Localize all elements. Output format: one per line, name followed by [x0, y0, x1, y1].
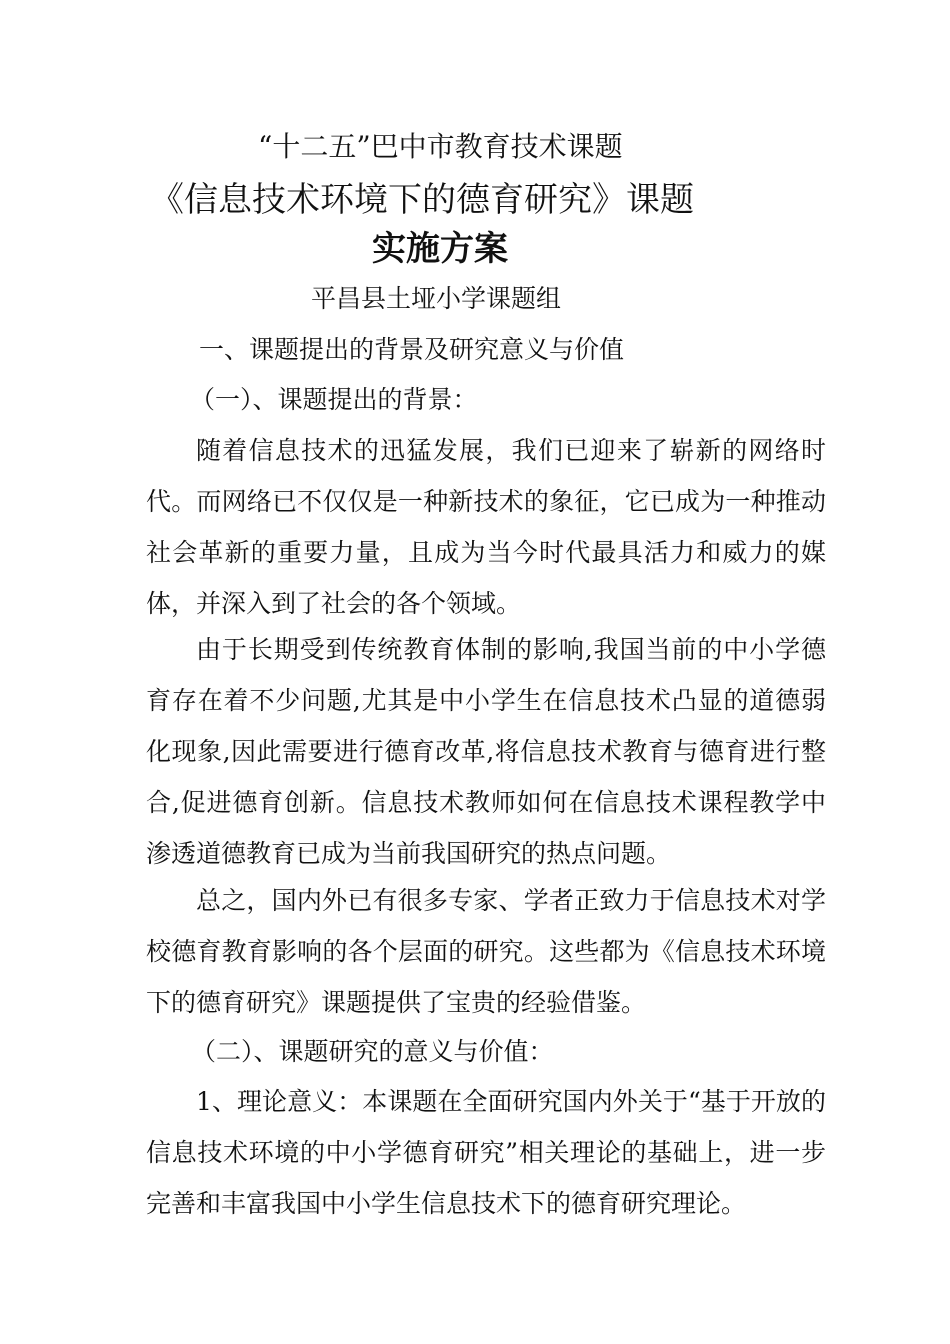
title-line-3: 实施方案: [372, 229, 508, 269]
subsection-heading-2: （二）、课题研究的意义与价值：: [191, 1037, 554, 1066]
title-line-1: “十二五”巴中市教育技术课题: [258, 130, 623, 163]
organization-label: 平昌县土垭小学课题组: [311, 284, 562, 313]
paragraph-background-2: 由于长期受到传统教育体制的影响,我国当前的中小学德育存在着不少问题,尤其是中小学生在信息技术凸显的道德弱化现象,因此需要进行德育改革,将信息技术教育与德育进行整合,促进德育创新。信息技术教师如何在信息技术课程教学中渗透道德教育已成为当前我国研究的热点问题。: [146, 635, 826, 868]
subsection-heading-1: （一）、课题提出的背景：: [190, 385, 478, 414]
paragraph-theory-significance: 1、理论意义：本课题在全面研究国内外关于“基于开放的信息技术环境的中小学德育研究”相关理论的基础上，进一步完善和丰富我国中小学生信息技术下的德育研究理论。: [146, 1087, 826, 1218]
title-line-2: 《信息技术环境下的德育研究》课题: [150, 180, 694, 220]
paragraph-background-1: 随着信息技术的迅猛发展，我们已迎来了崭新的网络时代。而网络已不仅仅是一种新技术的象征，它已成为一种推动社会革新的重要力量，且成为当今时代最具活力和威力的媒体，并深入到了社会的各个领域。: [146, 436, 826, 618]
section-heading-1: 一、课题提出的背景及研究意义与价值: [199, 335, 625, 364]
paragraph-background-3: 总之，国内外已有很多专家、学者正致力于信息技术对学校德育教育影响的各个层面的研究。这些都为《信息技术环境下的德育研究》课题提供了宝贵的经验借鉴。: [146, 886, 826, 1017]
